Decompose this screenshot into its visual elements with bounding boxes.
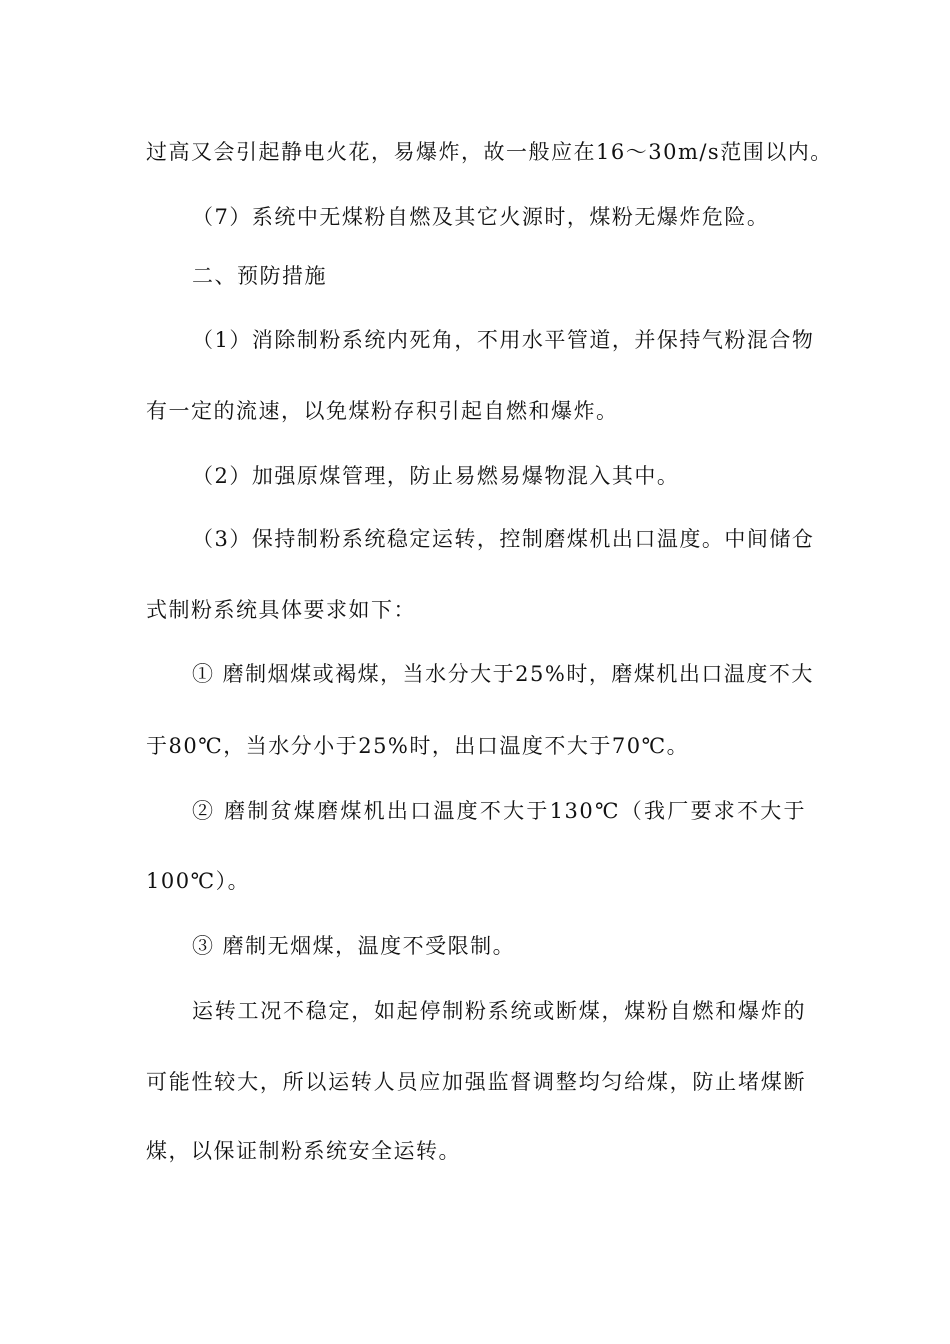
paragraph-line: 运转工况不稳定，如起停制粉系统或断煤，煤粉自燃和爆炸的: [192, 999, 806, 1023]
paragraph-line: 有一定的流速，以免煤粉存积引起自燃和爆炸。: [146, 399, 619, 423]
paragraph-line: （3）保持制粉系统稳定运转，控制磨煤机出口温度。中间储仓: [192, 527, 815, 551]
paragraph-line: 式制粉系统具体要求如下：: [146, 598, 416, 622]
paragraph-line: 于80℃，当水分小于25%时，出口温度不大于70℃。: [146, 734, 690, 758]
list-item: ③ 磨制无烟煤，温度不受限制。: [192, 934, 516, 958]
paragraph-line: 过高又会引起静电火花，易爆炸，故一般应在16～30m/s范围以内。: [146, 140, 833, 164]
paragraph-line: （1）消除制粉系统内死角，不用水平管道，并保持气粉混合物: [192, 328, 815, 352]
paragraph-line: （2）加强原煤管理，防止易燃易爆物混入其中。: [192, 464, 680, 488]
paragraph-line: 煤，以保证制粉系统安全运转。: [146, 1139, 461, 1163]
list-item: ① 磨制烟煤或褐煤，当水分大于25%时，磨煤机出口温度不大: [192, 662, 814, 686]
paragraph-line: 100℃）。: [146, 869, 251, 893]
paragraph-line: 可能性较大，所以运转人员应加强监督调整均匀给煤，防止堵煤断: [146, 1070, 806, 1094]
list-item: ② 磨制贫煤磨煤机出口温度不大于130℃（我厂要求不大于: [192, 799, 806, 823]
section-heading: 二、预防措施: [192, 264, 327, 288]
paragraph-line: （7）系统中无煤粉自燃及其它火源时，煤粉无爆炸危险。: [192, 205, 770, 229]
